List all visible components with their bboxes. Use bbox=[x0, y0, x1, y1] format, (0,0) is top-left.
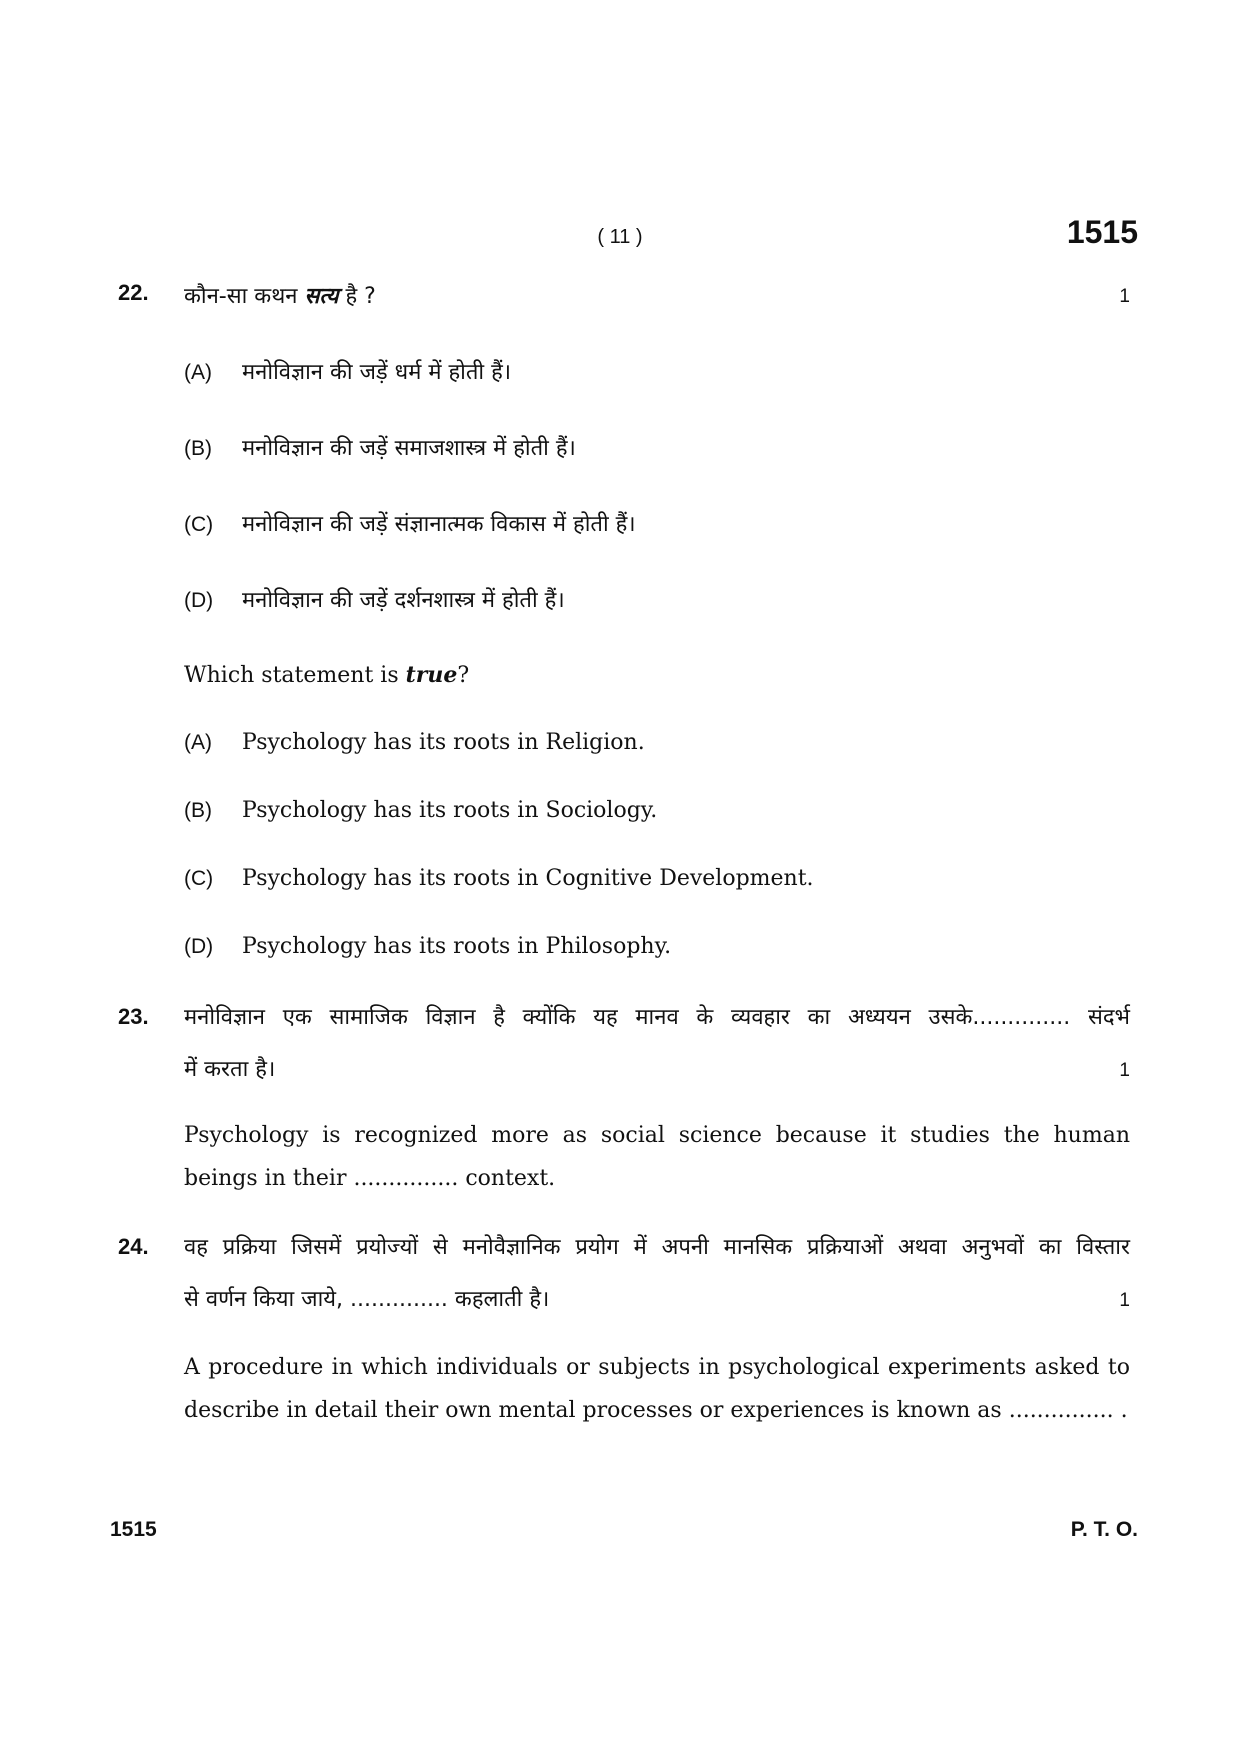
paper-code-header: 1515 bbox=[1066, 214, 1138, 250]
question-number: 23. bbox=[118, 1004, 149, 1029]
option-text: Psychology has its roots in Sociology. bbox=[242, 798, 658, 823]
option-d-hindi bbox=[184, 584, 565, 614]
option-c-hindi bbox=[184, 508, 636, 538]
question-hindi bbox=[184, 280, 1130, 310]
option-b-english bbox=[184, 798, 657, 823]
option-text: Psychology has its roots in Cognitive Development. bbox=[242, 866, 814, 891]
option-label: (B) bbox=[184, 437, 212, 460]
question-english: A procedure in which individuals or subjects in psychological experiments asked to describe in detail their own mental processes or experiences is known as ............... . bbox=[184, 1355, 1130, 1423]
emphasis-word: true bbox=[405, 662, 458, 688]
question-text: मनोविज्ञान एक सामाजिक विज्ञान है क्योंकि यह मानव के व्यवहार का अध्ययन उसके.............. संदर्भ bbox=[184, 1005, 1130, 1030]
question-text: Which statement is bbox=[184, 663, 399, 688]
question-text: से वर्णन किया जाये, .............. कहलाती है। bbox=[184, 1287, 550, 1312]
question-22 bbox=[118, 280, 1130, 959]
question-number: 24. bbox=[118, 1234, 149, 1259]
question-hindi bbox=[184, 992, 1130, 1096]
question-hindi bbox=[184, 1222, 1130, 1326]
marks: 1 bbox=[1119, 286, 1130, 307]
page-number: ( 11 ) bbox=[597, 226, 643, 248]
option-a-hindi bbox=[184, 356, 511, 386]
option-text: Psychology has its roots in Philosophy. bbox=[242, 934, 672, 959]
option-label: (D) bbox=[184, 935, 214, 958]
question-text: ? bbox=[457, 663, 470, 688]
question-number: 22. bbox=[118, 280, 149, 305]
option-a-english bbox=[184, 730, 645, 755]
marks: 1 bbox=[1119, 1060, 1130, 1081]
option-label: (B) bbox=[184, 799, 212, 822]
emphasis-word: सत्य bbox=[304, 284, 339, 309]
option-d-english bbox=[184, 934, 671, 959]
marks: 1 bbox=[1119, 1290, 1130, 1311]
pto-label: P. T. O. bbox=[1070, 1518, 1138, 1541]
option-text: मनोविज्ञान की जड़ें संज्ञानात्मक विकास में होती हैं। bbox=[242, 512, 636, 537]
question-english bbox=[184, 662, 469, 688]
question-24 bbox=[118, 1234, 1130, 1423]
question-text: कौन-सा कथन bbox=[184, 284, 298, 309]
question-english: Psychology is recognized more as social science because it studies the human beings in their ............... context. bbox=[184, 1123, 1130, 1191]
question-text: में करता है। bbox=[184, 1057, 276, 1082]
option-text: मनोविज्ञान की जड़ें दर्शनशास्त्र में होती हैं। bbox=[242, 588, 565, 613]
option-b-hindi bbox=[184, 432, 576, 462]
paper-code-footer: 1515 bbox=[110, 1518, 157, 1541]
option-label: (C) bbox=[184, 513, 214, 536]
question-text: है ? bbox=[345, 284, 376, 309]
option-label: (A) bbox=[184, 731, 212, 754]
option-label: (C) bbox=[184, 867, 214, 890]
question-23 bbox=[118, 1004, 1130, 1191]
question-text: वह प्रक्रिया जिसमें प्रयोज्यों से मनोवैज्ञानिक प्रयोग में अपनी मानसिक प्रक्रियाओं अथवा अनुभवों का विस्तार bbox=[184, 1235, 1130, 1260]
option-c-english bbox=[184, 866, 814, 891]
option-label: (D) bbox=[184, 589, 214, 612]
option-text: Psychology has its roots in Religion. bbox=[242, 730, 645, 755]
option-text: मनोविज्ञान की जड़ें धर्म में होती हैं। bbox=[242, 360, 512, 385]
option-label: (A) bbox=[184, 361, 212, 384]
option-text: मनोविज्ञान की जड़ें समाजशास्त्र में होती हैं। bbox=[242, 436, 576, 461]
